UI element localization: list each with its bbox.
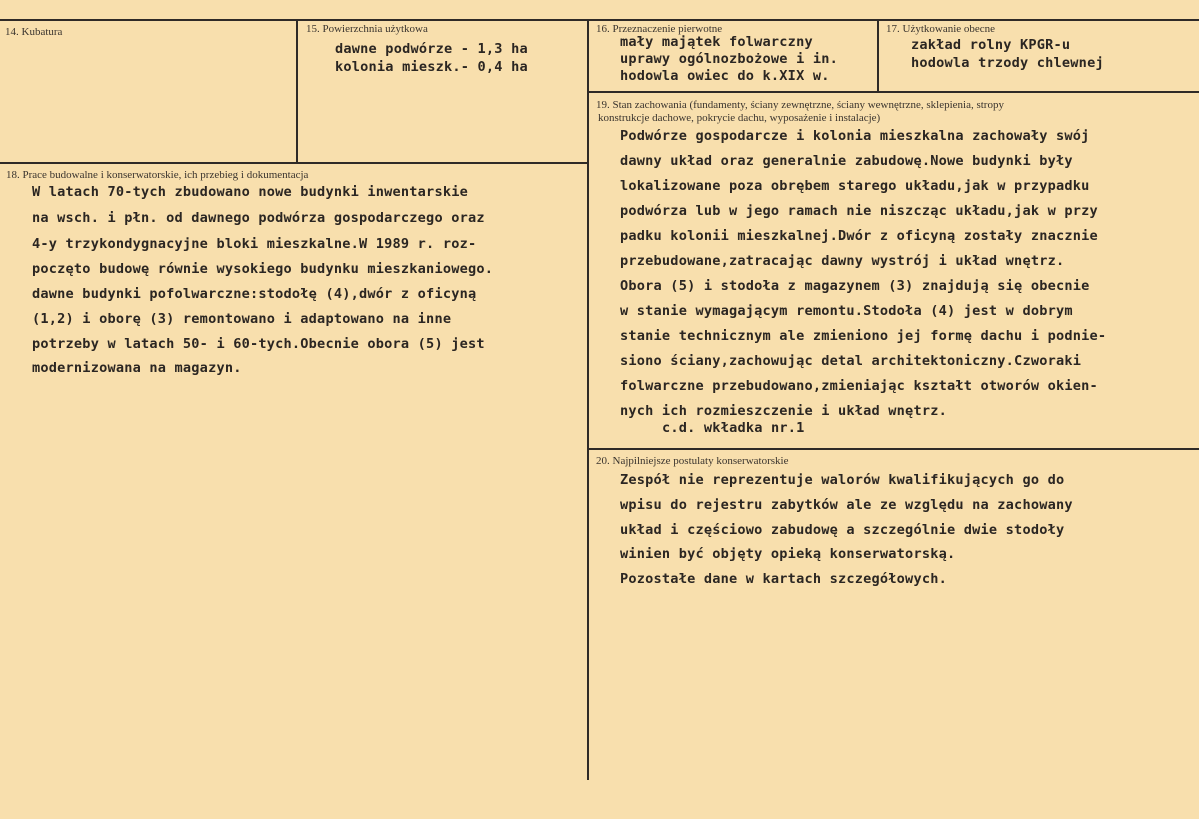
field-19-line: przebudowane,zatracając dawny wystrój i układ wnętrz. xyxy=(620,253,1065,269)
field-19-line: nych ich rozmieszczenie i układ wnętrz. xyxy=(620,403,947,419)
field-19-footer: c.d. wkładka nr.1 xyxy=(662,420,805,436)
field-19-line: dawny układ oraz generalnie zabudowę.Nowe budynki były xyxy=(620,153,1073,169)
field-15-line: kolonia mieszk.- 0,4 ha xyxy=(335,59,528,75)
divider-19-20 xyxy=(588,448,1199,450)
field-19-line: Podwórze gospodarcze i kolonia mieszkalna zachowały swój xyxy=(620,128,1090,144)
field-18-line: modernizowana na magazyn. xyxy=(32,360,242,376)
field-18-line: (1,2) i oborę (3) remontowano i adaptowano na inne xyxy=(32,311,452,327)
divider-14-15 xyxy=(296,20,298,163)
field-17-line: hodowla trzody chlewnej xyxy=(911,55,1104,71)
field-19-line: folwarczne przebudowano,zmieniając kształt otworów okien- xyxy=(620,378,1098,394)
field-19-label: 19. Stan zachowania (fundamenty, ściany zewnętrzne, ściany wewnętrzne, sklepienia, stropy xyxy=(596,99,1004,111)
field-19-line: lokalizowane poza obrębem starego układu,jak w przypadku xyxy=(620,178,1090,194)
field-19-line: podwórza lub w jego ramach nie niszcząc układu,jak w przy xyxy=(620,203,1098,219)
top-border xyxy=(0,19,1199,21)
field-18-line: poczęto budowę równie wysokiego budynku mieszkaniowego. xyxy=(32,261,494,277)
field-19-line: siono ściany,zachowując detal architektoniczny.Czworaki xyxy=(620,353,1082,369)
field-18-line: dawne budynki pofolwarczne:stodołę (4),dwór z oficyną xyxy=(32,286,477,302)
field-17-line: zakład rolny KPGR-u xyxy=(911,37,1071,53)
field-20-line: Zespół nie reprezentuje walorów kwalifikujących go do xyxy=(620,472,1065,488)
field-19-line: w stanie wymagającym remontu.Stodoła (4) jest w dobrym xyxy=(620,303,1073,319)
field-19-line: stanie technicznym ale zmieniono jej formę dachu i podnie- xyxy=(620,328,1107,344)
field-16-line: uprawy ogólnozbożowe i in. xyxy=(620,51,838,67)
field-18-label: 18. Prace budowalne i konserwatorskie, ich przebieg i dokumentacja xyxy=(6,169,309,181)
field-19-line: Obora (5) i stodoła z magazynem (3) znajdują się obecnie xyxy=(620,278,1090,294)
field-18-line: W latach 70-tych zbudowano nowe budynki inwentarskie xyxy=(32,184,468,200)
field-20-line: winien być objęty opieką konserwatorską. xyxy=(620,546,956,562)
field-20-label: 20. Najpilniejsze postulaty konserwatorskie xyxy=(596,455,789,467)
field-18-line: potrzeby w latach 50- i 60-tych.Obecnie obora (5) jest xyxy=(32,336,485,352)
field-18-line: 4-y trzykondygnacyjne bloki mieszkalne.W 1989 r. roz- xyxy=(32,236,477,252)
divider-row1-left xyxy=(0,162,588,164)
field-20-line: wpisu do rejestru zabytków ale ze względu na zachowany xyxy=(620,497,1073,513)
field-16-label: 16. Przeznaczenie pierwotne xyxy=(596,23,723,35)
field-15-line: dawne podwórze - 1,3 ha xyxy=(335,41,528,57)
field-20-line: Pozostałe dane w kartach szczegółowych. xyxy=(620,571,947,587)
field-16-line: mały majątek folwarczny xyxy=(620,34,813,50)
field-16-line: hodowla owiec do k.XIX w. xyxy=(620,68,830,84)
field-14-label: 14. Kubatura xyxy=(5,26,63,38)
divider-row1-right xyxy=(588,91,1199,93)
field-15-label: 15. Powierzchnia użytkowa xyxy=(306,23,428,35)
field-20-line: układ i częściowo zabudowę a szczególnie dwie stodoły xyxy=(620,522,1065,538)
divider-main-vertical xyxy=(587,20,589,780)
field-18-line: na wsch. i płn. od dawnego podwórza gospodarczego oraz xyxy=(32,210,485,226)
divider-16-17 xyxy=(877,20,879,92)
field-19-label-cont: konstrukcje dachowe, pokrycie dachu, wyposażenie i instalacje) xyxy=(598,112,881,124)
field-17-label: 17. Użytkowanie obecne xyxy=(886,23,996,35)
field-19-line: padku kolonii mieszkalnej.Dwór z oficyną zostały znacznie xyxy=(620,228,1098,244)
